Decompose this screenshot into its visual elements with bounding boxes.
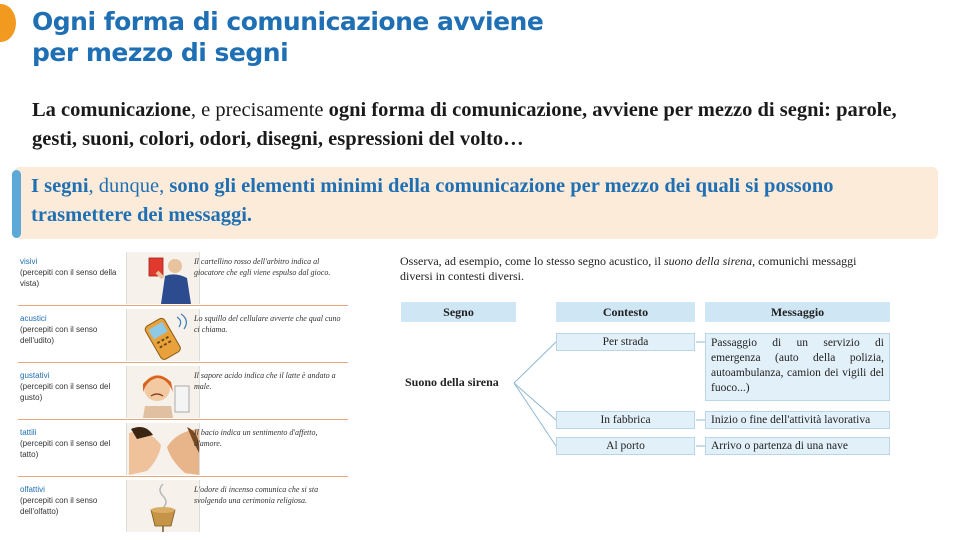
example-intro-a: Osserva, ad esempio, come lo stesso segno acustico, il: [400, 254, 664, 268]
example-intro-italic: suono della sirena: [663, 254, 753, 268]
sense-name: gustativi: [20, 371, 50, 380]
message-cell: Passaggio di un servizio di emergenza (auto della polizia, autoambulanza, camion dei vigili del fuoco...): [705, 333, 890, 401]
message-cell: Arrivo o partenza di una nave: [705, 437, 890, 455]
intro-bold-1: La comunicazione: [32, 99, 191, 121]
sense-example: Il cartellino rosso dell'arbitro indica al giocatore che egli viene espulso dal gioco.: [194, 257, 331, 277]
sense-name: tattili: [20, 428, 37, 437]
intro-bold-2: ogni forma di comunicazione, avviene per mezzo di segni: parole, gesti, suoni, colori, odori, disegni, espressioni del volto…: [32, 99, 897, 150]
definition-bold-1: I segni: [31, 175, 89, 197]
message-cell: Inizio o fine dell'attività lavorativa: [705, 411, 890, 429]
sense-detail: (percepiti con il senso dell'olfatto): [20, 496, 98, 516]
sense-name: visivi: [20, 257, 38, 266]
sense-detail: (percepiti con il senso della vista): [20, 268, 117, 288]
sense-name: acustici: [20, 314, 47, 323]
header-segno: Segno: [401, 302, 516, 322]
intro-plain: , e precisamente: [190, 99, 329, 121]
context-cell: Per strada: [556, 333, 695, 351]
sense-detail: (percepiti con il senso del gusto): [20, 382, 111, 402]
title-line-1: Ogni forma di comunicazione avviene: [32, 7, 544, 36]
context-cell: Al porto: [556, 437, 695, 455]
sense-detail: (percepiti con il senso dell'udito): [20, 325, 98, 345]
segno-label: Suono della sirena: [405, 375, 499, 389]
example-intro-c: , comunichi messaggi diversi in contesti diversi.: [400, 254, 857, 283]
sense-detail: (percepiti con il senso del tatto): [20, 439, 111, 459]
definition-bold-2: sono gli elementi minimi della comunicazione per mezzo dei quali si possono trasmettere dei messaggi.: [31, 175, 834, 226]
context-cell: In fabbrica: [556, 411, 695, 429]
sense-example: L'odore di incenso comunica che si sta svolgendo una cerimonia religiosa.: [194, 485, 319, 505]
definition-plain: , dunque,: [88, 175, 170, 197]
sense-name: olfattivi: [20, 485, 45, 494]
title-line-2: per mezzo di segni: [32, 38, 289, 67]
sense-example: Il bacio indica un sentimento d'affetto, d'amore.: [194, 428, 318, 448]
sense-example: Il sapore acido indica che il latte è andato a male.: [194, 371, 336, 391]
header-messaggio: Messaggio: [705, 302, 890, 322]
sense-example: Lo squillo del cellulare avverte che qual cuno ci chiama.: [194, 314, 341, 334]
header-contesto: Contesto: [556, 302, 695, 322]
